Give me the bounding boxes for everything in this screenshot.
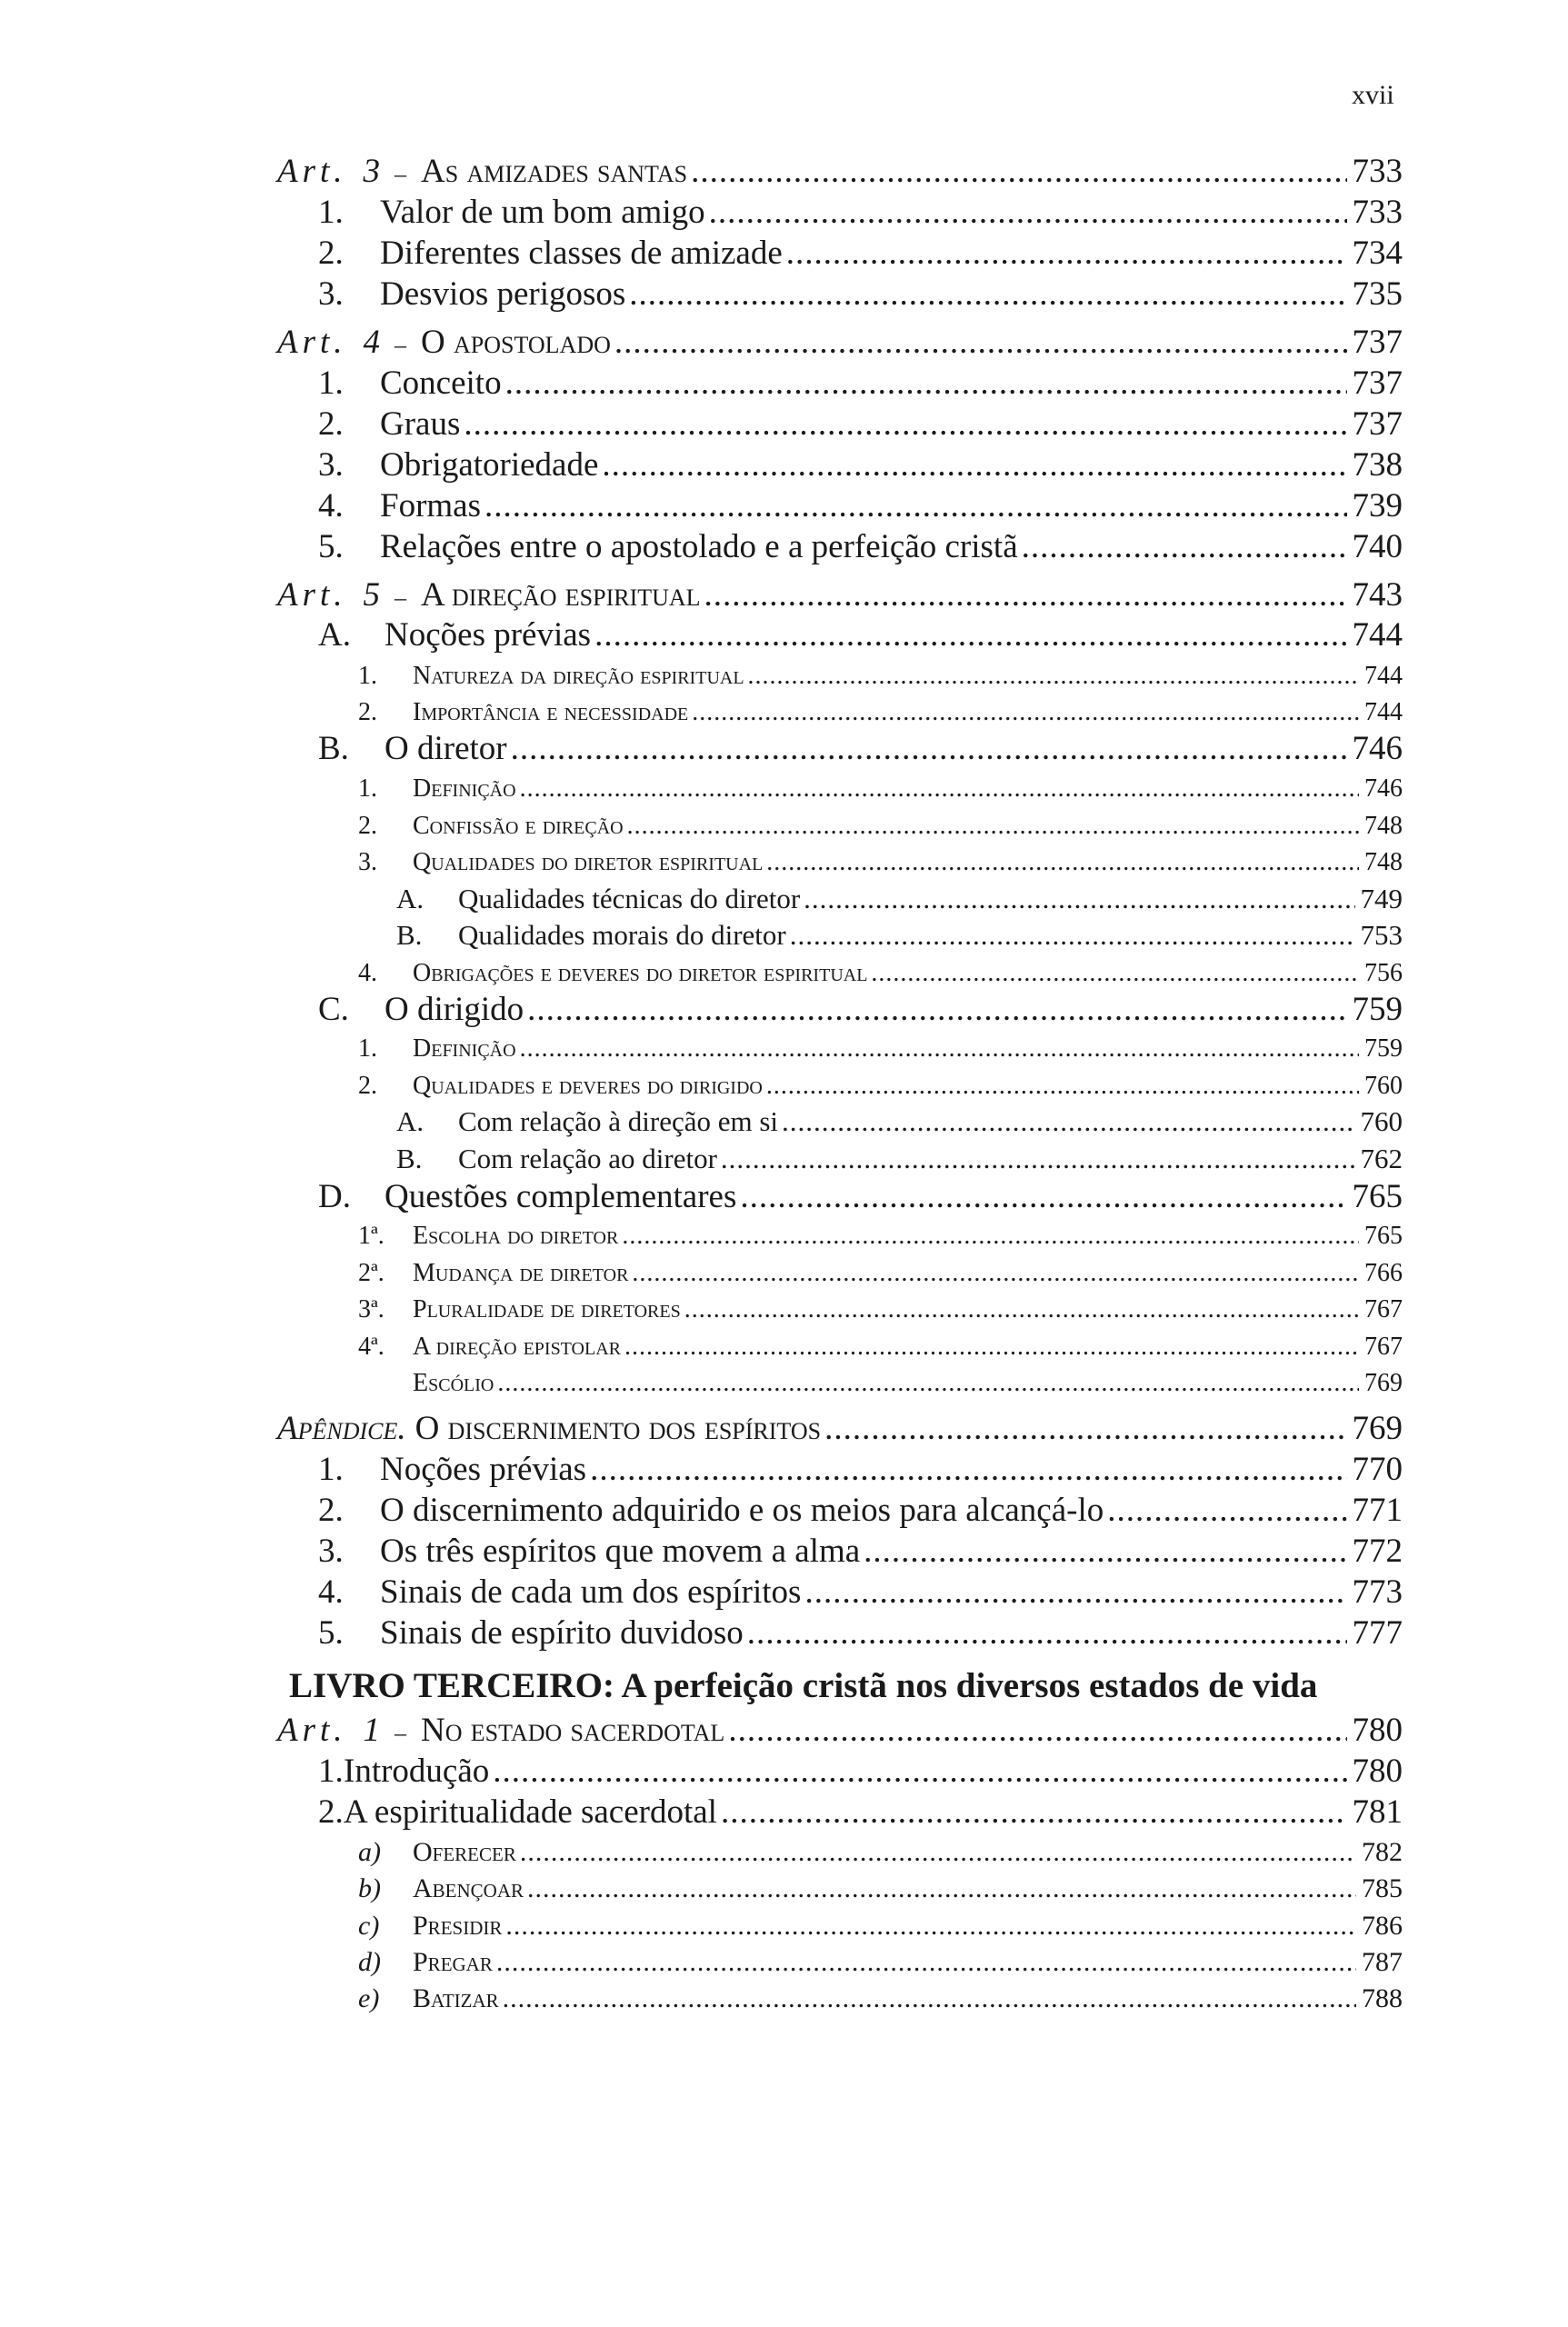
- toc-entry[interactable]: [358, 1223, 1403, 1249]
- entry-number: 3ª.: [358, 1294, 385, 1323]
- toc-entry[interactable]: [318, 1614, 1403, 1653]
- entry-page: 734: [1352, 235, 1403, 273]
- entry-page: 740: [1352, 528, 1403, 566]
- toc-entry[interactable]: [358, 847, 1403, 876]
- entry-number: 4ª.: [358, 1332, 385, 1361]
- dot-leader: [786, 236, 1347, 270]
- dot-leader: [728, 1713, 1346, 1747]
- entry-page: 766: [1364, 1258, 1403, 1287]
- toc-entry[interactable]: [358, 1913, 1403, 1940]
- dot-leader: [527, 993, 1346, 1026]
- entry-number: A.: [396, 1105, 424, 1138]
- entry-number: B.: [396, 919, 423, 952]
- toc-entry[interactable]: [318, 530, 1403, 564]
- entry-title: Desvios perigosos: [380, 275, 626, 314]
- dot-leader: [790, 921, 1355, 949]
- entry-page: 765: [1364, 1221, 1403, 1250]
- entry-number: 2.: [358, 697, 377, 726]
- entry-page: 787: [1362, 1947, 1403, 1977]
- dot-leader: [864, 1534, 1346, 1568]
- toc-entry[interactable]: [318, 1793, 1403, 1832]
- article-label: Art.: [277, 153, 347, 191]
- entry-title: O discernimento dos espíritos: [414, 1410, 822, 1448]
- dot-leader: [704, 578, 1347, 612]
- entry-number: 2.: [358, 811, 377, 840]
- entry-page: 760: [1360, 1105, 1403, 1138]
- entry-title: Noções prévias: [380, 1451, 587, 1489]
- entry-number: 2ª.: [358, 1258, 385, 1287]
- toc-entry[interactable]: [358, 697, 1403, 726]
- article-dash: –: [394, 1720, 407, 1747]
- entry-title: Sinais de cada um dos espíritos: [380, 1573, 802, 1612]
- entry-number: 2.: [318, 1492, 344, 1530]
- entry-title: O apostolado: [421, 324, 611, 362]
- entry-title: Escolha do diretor: [413, 1221, 619, 1250]
- entry-page: 737: [1352, 405, 1403, 444]
- toc-entry[interactable]: [358, 1036, 1403, 1062]
- entry-title: Importância e necessidade: [413, 697, 689, 726]
- dot-leader: [602, 448, 1346, 482]
- entry-title: O diretor: [385, 730, 507, 768]
- entry-page: 762: [1360, 1143, 1403, 1175]
- dot-leader: [464, 407, 1346, 441]
- toc-entry[interactable]: [277, 1712, 1403, 1750]
- entry-title: A direção epistolar: [413, 1332, 621, 1361]
- entry-title: Qualidades do diretor espiritual: [413, 847, 764, 876]
- entry-title: Relações entre o apostolado e a perfeição cristã: [380, 528, 1018, 566]
- entry-title: Obrigações e deveres do diretor espiritual: [413, 958, 868, 987]
- entry-page: 744: [1364, 697, 1403, 726]
- entry-number: 1.: [318, 194, 344, 232]
- dot-leader: [496, 1949, 1356, 1976]
- toc-entry[interactable]: [358, 811, 1403, 840]
- toc-entry[interactable]: [318, 1753, 1403, 1791]
- entry-number: 3.: [358, 847, 377, 876]
- dot-leader: [627, 814, 1359, 839]
- entry-title: Noções prévias: [385, 616, 592, 654]
- entry-number: 1.: [318, 365, 344, 403]
- dot-leader: [527, 1875, 1356, 1903]
- dot-leader: [709, 195, 1347, 229]
- article-label: Art.: [277, 1712, 347, 1750]
- entry-page: 785: [1362, 1873, 1403, 1903]
- entry-title: Escólio: [413, 1368, 494, 1397]
- entry-number: 3.: [318, 446, 344, 484]
- dot-leader: [1107, 1493, 1346, 1527]
- entry-title: Os três espíritos que movem a alma: [380, 1533, 861, 1571]
- entry-page: 753: [1360, 919, 1403, 952]
- toc-entry[interactable]: [318, 489, 1403, 523]
- entry-page: 748: [1364, 847, 1403, 876]
- dot-leader: [505, 1913, 1356, 1940]
- toc-entry[interactable]: [318, 618, 1403, 652]
- dot-leader: [692, 700, 1359, 725]
- toc-entry[interactable]: [318, 991, 1403, 1029]
- entry-title: Confissão e direção: [413, 811, 624, 840]
- entry-page: 782: [1362, 1837, 1403, 1867]
- toc-entry[interactable]: [318, 730, 1403, 768]
- toc-entry[interactable]: [318, 1533, 1403, 1571]
- toc-entry[interactable]: [318, 194, 1403, 232]
- dot-leader: [629, 277, 1346, 311]
- entry-page: 735: [1352, 275, 1403, 314]
- toc-entry[interactable]: [358, 1334, 1403, 1360]
- toc-entry[interactable]: [277, 153, 1403, 191]
- entry-page: 737: [1352, 324, 1403, 362]
- entry-number: 1.: [358, 1034, 377, 1063]
- entry-title: Oferecer: [413, 1837, 516, 1867]
- toc-entry[interactable]: [277, 1410, 1403, 1448]
- dot-leader: [1022, 530, 1347, 564]
- dot-leader: [614, 325, 1347, 359]
- toc-entry[interactable]: [358, 661, 1403, 690]
- entry-number: 2.: [318, 235, 344, 273]
- dot-leader: [505, 366, 1347, 400]
- entry-page: 738: [1352, 446, 1403, 484]
- entry-page: 769: [1364, 1368, 1403, 1397]
- entry-number: A.: [318, 616, 351, 654]
- entry-number: a): [358, 1837, 381, 1867]
- entry-title: Qualidades e deveres do dirigido: [413, 1071, 763, 1100]
- entry-page: 765: [1352, 1178, 1403, 1216]
- entry-page: 746: [1352, 730, 1403, 768]
- entry-number: C.: [318, 991, 349, 1029]
- dot-leader: [740, 1180, 1346, 1213]
- entry-title: Qualidades morais do diretor: [458, 919, 786, 952]
- entry-number: e): [358, 1983, 380, 2013]
- dot-leader: [748, 664, 1359, 689]
- toc-entry[interactable]: [358, 1368, 1403, 1397]
- toc-entry[interactable]: [358, 1071, 1403, 1100]
- dot-leader: [622, 1223, 1359, 1249]
- entry-page: 739: [1352, 487, 1403, 525]
- article-number: 4: [363, 324, 381, 362]
- entry-title: A espiritualidade sacerdotal: [344, 1793, 717, 1832]
- dot-leader: [503, 1985, 1356, 2012]
- toc-entry[interactable]: [358, 1258, 1403, 1287]
- dot-leader: [766, 850, 1359, 875]
- toc-entry[interactable]: [358, 1949, 1403, 1976]
- entry-title: Natureza da direção espiritual: [413, 661, 744, 690]
- entry-page: 786: [1362, 1911, 1403, 1941]
- entry-title: Obrigatoriedade: [380, 446, 599, 484]
- entry-title: O discernimento adquirido e os meios para alcançá-lo: [380, 1492, 1104, 1530]
- entry-number: B.: [396, 1143, 423, 1175]
- entry-number: 2.: [318, 405, 344, 444]
- toc-entry[interactable]: [318, 1451, 1403, 1489]
- entry-number: 2.: [358, 1071, 377, 1100]
- entry-page: 770: [1352, 1451, 1403, 1489]
- entry-page: 771: [1352, 1492, 1403, 1530]
- article-number: 5: [363, 576, 381, 614]
- entry-title: A direção espiritual: [421, 576, 701, 614]
- dot-leader: [497, 1371, 1359, 1396]
- dot-leader: [594, 618, 1346, 652]
- dot-leader: [691, 155, 1346, 188]
- entry-number: 4.: [358, 958, 377, 987]
- entry-page: 737: [1352, 365, 1403, 403]
- entry-title: Valor de um bom amigo: [380, 194, 705, 232]
- dot-leader: [624, 1334, 1359, 1360]
- entry-page: 756: [1364, 958, 1403, 987]
- toc-entry[interactable]: [358, 1294, 1403, 1323]
- entry-title: Questões complementares: [385, 1178, 737, 1216]
- dot-leader: [520, 1036, 1359, 1062]
- part-heading: LIVRO TERCEIRO: A perfeição cristã nos diversos estados de vida: [289, 1666, 1318, 1705]
- entry-title: No estado sacerdotal: [421, 1712, 725, 1750]
- entry-number: A.: [396, 883, 424, 915]
- entry-number: 4.: [318, 487, 344, 525]
- dot-leader: [484, 489, 1347, 523]
- entry-number: 4.: [318, 1573, 344, 1612]
- page-number: xvii: [1352, 80, 1394, 110]
- entry-page: 744: [1364, 661, 1403, 690]
- entry-number: D.: [318, 1178, 351, 1216]
- entry-page: 781: [1352, 1793, 1403, 1832]
- entry-number: c): [358, 1911, 380, 1941]
- entry-page: 767: [1364, 1332, 1403, 1361]
- entry-page: 767: [1364, 1294, 1403, 1323]
- article-label: Art.: [277, 576, 347, 614]
- entry-title: Mudança de diretor: [413, 1258, 629, 1287]
- toc-entry[interactable]: [358, 1985, 1403, 2012]
- dot-leader: [632, 1261, 1359, 1286]
- entry-page: 748: [1364, 811, 1403, 840]
- toc-entry[interactable]: [277, 324, 1403, 362]
- entry-title: Com relação ao diretor: [458, 1143, 717, 1175]
- entry-page: 744: [1352, 616, 1403, 654]
- entry-title: Qualidades técnicas do diretor: [458, 883, 801, 915]
- entry-number: 1.: [358, 661, 377, 690]
- toc-entry[interactable]: [318, 235, 1403, 273]
- article-number: 1: [363, 1712, 381, 1750]
- entry-title: Graus: [380, 405, 461, 444]
- dot-leader: [804, 1575, 1346, 1609]
- entry-number: 2.: [318, 1793, 344, 1832]
- entry-number: b): [358, 1873, 381, 1903]
- entry-title: Com relação à direção em si: [458, 1105, 779, 1138]
- dot-leader: [520, 776, 1359, 802]
- toc-entry[interactable]: [318, 1492, 1403, 1530]
- entry-page: 769: [1352, 1410, 1403, 1448]
- entry-page: 780: [1352, 1753, 1403, 1791]
- entry-number: B.: [318, 730, 349, 768]
- entry-page: 749: [1360, 883, 1403, 915]
- dot-leader: [824, 1412, 1346, 1445]
- toc-entry[interactable]: [277, 578, 1403, 612]
- appendix-label: Apêndice.: [277, 1410, 406, 1448]
- entry-title: Definição: [413, 1034, 516, 1063]
- entry-number: d): [358, 1947, 381, 1977]
- entry-title: Batizar: [413, 1983, 499, 2013]
- article-label: Art.: [277, 324, 347, 362]
- dot-leader: [684, 1297, 1359, 1323]
- toc-entry[interactable]: [318, 1573, 1403, 1612]
- entry-title: Introdução: [344, 1753, 490, 1791]
- article-dash: –: [394, 161, 407, 188]
- toc-entry[interactable]: [358, 1839, 1403, 1866]
- entry-title: O dirigido: [385, 991, 524, 1029]
- toc-entry[interactable]: [358, 958, 1403, 987]
- toc-entry[interactable]: [318, 1178, 1403, 1216]
- entry-title: Sinais de espírito duvidoso: [380, 1614, 744, 1653]
- dot-leader: [520, 1839, 1356, 1866]
- entry-number: 1.: [318, 1451, 344, 1489]
- entry-title: Definição: [413, 774, 516, 803]
- toc-entry[interactable]: [318, 448, 1403, 482]
- entry-page: 788: [1362, 1983, 1403, 2013]
- entry-title: As amizades santas: [421, 153, 688, 191]
- dot-leader: [782, 1107, 1354, 1135]
- dot-leader: [721, 1144, 1355, 1173]
- entry-page: 746: [1364, 774, 1403, 803]
- toc-entry[interactable]: [358, 1875, 1403, 1903]
- entry-number: 5.: [318, 528, 344, 566]
- toc-entry[interactable]: [396, 1105, 1403, 1138]
- dot-leader: [766, 1074, 1359, 1099]
- entry-title: Pluralidade de diretores: [413, 1294, 681, 1323]
- entry-number: 5.: [318, 1614, 344, 1653]
- entry-page: 733: [1352, 194, 1403, 232]
- toc-entry[interactable]: [396, 1144, 1403, 1173]
- toc-entry[interactable]: [358, 776, 1403, 802]
- article-number: 3: [363, 153, 381, 191]
- entry-page: 772: [1352, 1533, 1403, 1571]
- toc-entry[interactable]: [318, 275, 1403, 314]
- entry-page: 760: [1364, 1071, 1403, 1100]
- dot-leader: [871, 961, 1359, 986]
- toc-entry[interactable]: [318, 405, 1403, 444]
- entry-page: 733: [1352, 153, 1403, 191]
- entry-page: 759: [1364, 1034, 1403, 1063]
- entry-number: 1ª.: [358, 1221, 385, 1250]
- article-dash: –: [394, 332, 407, 359]
- entry-page: 773: [1352, 1573, 1403, 1612]
- toc-entry[interactable]: [318, 365, 1403, 403]
- entry-page: 777: [1352, 1614, 1403, 1653]
- entry-title: Conceito: [380, 365, 502, 403]
- dot-leader: [511, 732, 1347, 765]
- dot-leader: [590, 1453, 1346, 1486]
- toc-entry[interactable]: [396, 884, 1403, 913]
- entry-title: Presidir: [413, 1911, 503, 1941]
- entry-page: 743: [1352, 576, 1403, 614]
- entry-page: 780: [1352, 1712, 1403, 1750]
- entry-title: Abençoar: [413, 1873, 524, 1903]
- entry-page: 759: [1352, 991, 1403, 1029]
- dot-leader: [747, 1616, 1347, 1650]
- entry-number: 1.: [358, 774, 377, 803]
- dot-leader: [721, 1795, 1347, 1829]
- dot-leader: [804, 884, 1354, 913]
- article-dash: –: [394, 584, 407, 612]
- toc-entry[interactable]: [396, 919, 1403, 952]
- dot-leader: [493, 1754, 1346, 1788]
- entry-number: 3.: [318, 1533, 344, 1571]
- entry-title: Formas: [380, 487, 481, 525]
- entry-number: 3.: [318, 275, 344, 314]
- entry-title: Diferentes classes de amizade: [380, 235, 783, 273]
- entry-title: Pregar: [413, 1947, 493, 1977]
- entry-number: 1.: [318, 1753, 344, 1791]
